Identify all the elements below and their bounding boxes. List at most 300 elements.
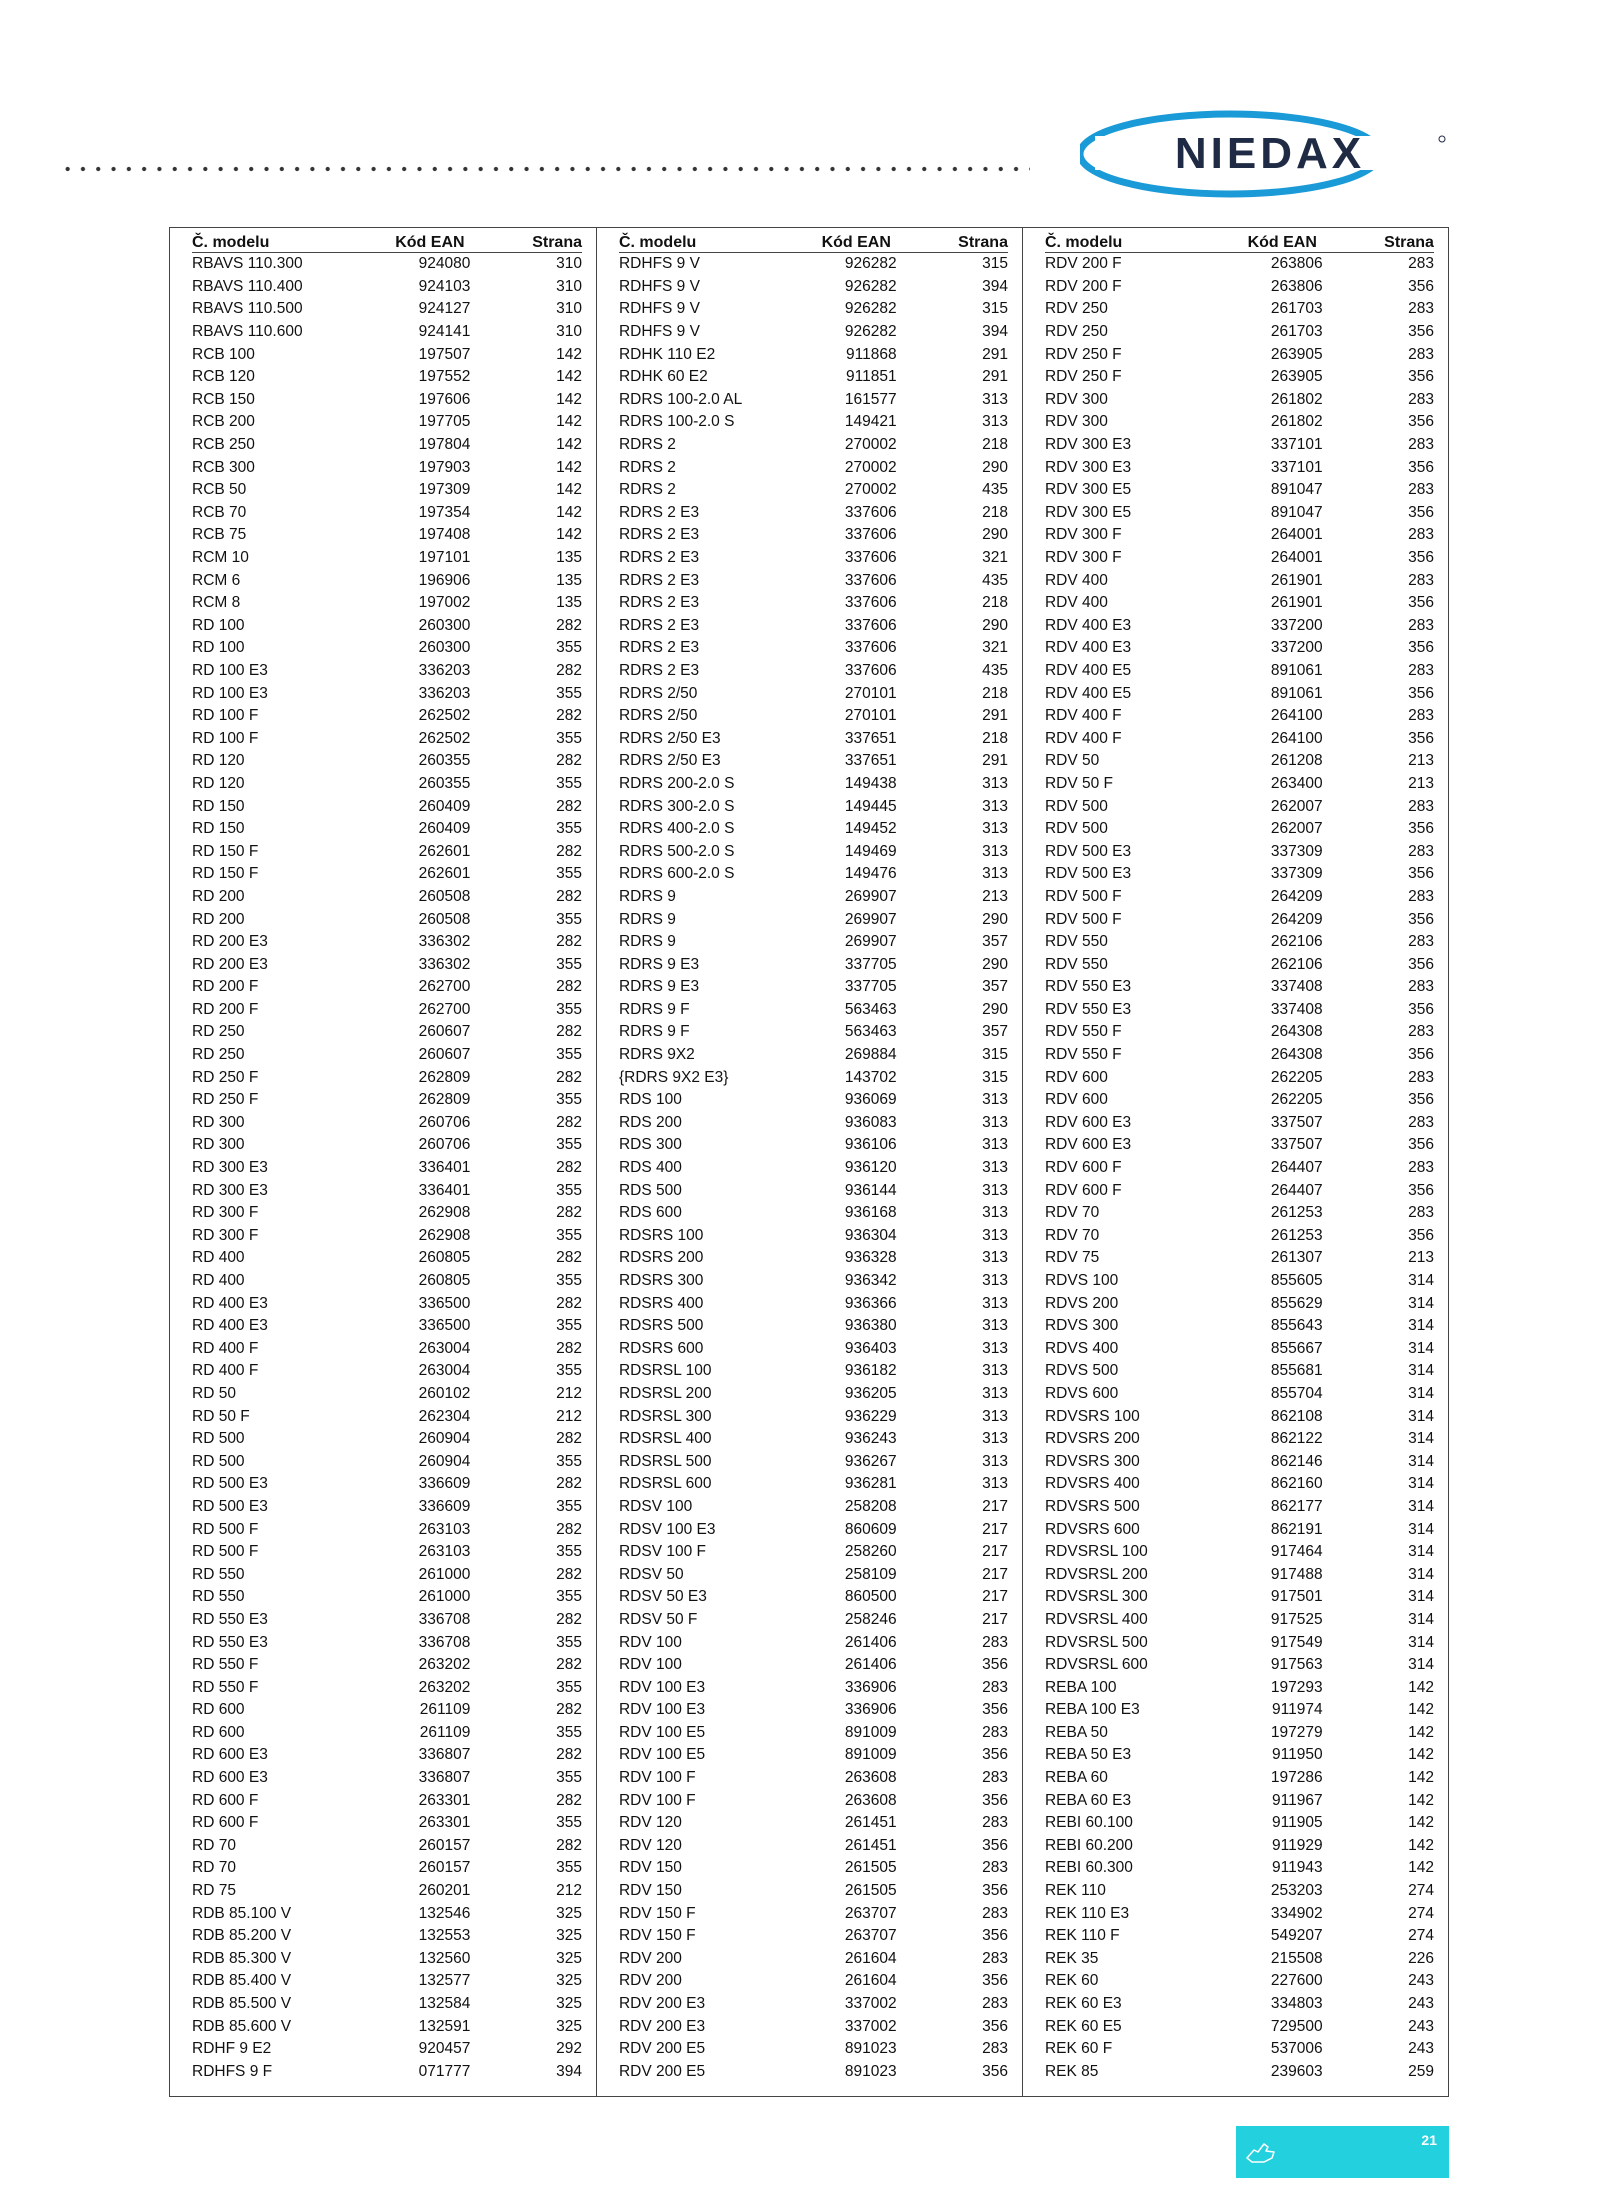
table-row <box>619 1699 1008 1722</box>
table-row <box>192 682 582 705</box>
model-number: RDB 85.600 V <box>192 2017 292 2035</box>
page-ref: 356 <box>1408 277 1434 295</box>
table-row <box>619 434 1008 457</box>
table-row <box>619 366 1008 389</box>
table-row <box>1045 1044 1434 1067</box>
page-ref: 356 <box>1408 413 1434 431</box>
model-number: RD 100 F <box>192 707 259 725</box>
table-row <box>192 1902 582 1925</box>
ean-code: 336807 <box>418 1746 471 1764</box>
table-row <box>619 2061 1008 2084</box>
table-row <box>1045 1360 1434 1383</box>
page-ref: 282 <box>556 933 582 951</box>
model-number: RDS 400 <box>618 1159 682 1177</box>
table-row <box>192 1383 582 1406</box>
model-number: RDRS 300-2.0 S <box>618 797 735 815</box>
page-ref: 356 <box>1408 820 1434 838</box>
page-ref: 282 <box>556 797 582 815</box>
model-number: RBAVS 110.400 <box>192 277 303 295</box>
ean-code: 264100 <box>1270 729 1323 747</box>
page-ref: 314 <box>1408 1407 1434 1425</box>
page-ref: 314 <box>1408 1565 1434 1583</box>
table-row <box>192 1066 582 1089</box>
ean-code: 197286 <box>1270 1769 1323 1787</box>
model-number: {RDRS 9X2 E3} <box>618 1068 729 1086</box>
table-row <box>619 840 1008 863</box>
model-number: REK 35 <box>1044 1949 1099 1967</box>
model-number: RDS 300 <box>618 1136 682 1154</box>
ean-code: 264001 <box>1270 549 1323 567</box>
table-row <box>1045 1880 1434 1903</box>
model-number: REK 60 F <box>1044 2040 1113 2058</box>
model-number: RDRS 2/50 <box>618 684 698 702</box>
table-row <box>192 1360 582 1383</box>
ean-code: 926282 <box>844 323 897 341</box>
model-number: RD 250 <box>192 1023 245 1041</box>
table-row <box>192 1654 582 1677</box>
page-ref: 355 <box>556 1362 582 1380</box>
table-row <box>192 2061 582 2084</box>
page-ref: 282 <box>556 1339 582 1357</box>
page-ref: 283 <box>1408 481 1434 499</box>
table-row <box>1045 343 1434 366</box>
model-number: RD 70 <box>192 1836 236 1854</box>
table-row <box>619 1044 1008 1067</box>
ean-code: 197705 <box>418 413 471 431</box>
model-number: RBAVS 110.500 <box>192 300 303 318</box>
ean-code: 537006 <box>1270 2040 1323 2058</box>
model-number: RDV 200 E5 <box>618 2062 706 2080</box>
ean-code: 261406 <box>844 1656 897 1674</box>
page-ref: 282 <box>556 1475 582 1493</box>
ean-code: 261253 <box>1270 1204 1323 1222</box>
page-ref: 355 <box>556 910 582 928</box>
table-row <box>619 1225 1008 1248</box>
page-ref: 142 <box>556 458 582 476</box>
ean-code: 261802 <box>1270 413 1323 431</box>
page-ref: 313 <box>982 842 1008 860</box>
page-ref: 282 <box>556 707 582 725</box>
table-row <box>1045 1225 1434 1248</box>
page-ref: 355 <box>556 1181 582 1199</box>
page-ref: 283 <box>1408 661 1434 679</box>
page-ref: 290 <box>982 910 1008 928</box>
table-row <box>192 1609 582 1632</box>
index-column-3 <box>1022 228 1448 2096</box>
page-ref: 313 <box>982 1204 1008 1222</box>
page-ref: 283 <box>1408 1113 1434 1131</box>
model-number: RDB 85.100 V <box>192 1904 292 1922</box>
page-ref: 314 <box>1408 1543 1434 1561</box>
page-ref: 356 <box>1408 1000 1434 1018</box>
table-row <box>619 1609 1008 1632</box>
model-number: RCB 200 <box>192 413 255 431</box>
model-number: RDHFS 9 V <box>618 323 700 341</box>
page-ref: 282 <box>556 842 582 860</box>
page-ref: 283 <box>1408 1204 1434 1222</box>
page-ref: 315 <box>982 1068 1008 1086</box>
model-number: RDV 150 F <box>618 1904 696 1922</box>
table-row <box>619 1631 1008 1654</box>
ean-code: 143702 <box>844 1068 897 1086</box>
ean-code: 260157 <box>418 1836 471 1854</box>
table-row <box>192 1044 582 1067</box>
page-ref: 283 <box>1408 1023 1434 1041</box>
ean-code: 260508 <box>418 887 471 905</box>
table-row <box>192 1925 582 1948</box>
table-row <box>192 840 582 863</box>
model-number: RDS 200 <box>618 1113 682 1131</box>
model-number: REBI 60.100 <box>1044 1814 1133 1832</box>
page-ref: 314 <box>1408 1272 1434 1290</box>
page-ref: 356 <box>982 1882 1008 1900</box>
ean-code: 263806 <box>1270 277 1323 295</box>
ean-code: 263400 <box>1270 774 1323 792</box>
table-row <box>1045 1383 1434 1406</box>
model-number: RDRS 9 E3 <box>618 955 700 973</box>
table-row <box>192 1450 582 1473</box>
table-row <box>619 1247 1008 1270</box>
page-ref: 314 <box>1408 1384 1434 1402</box>
model-number: RDV 50 F <box>1044 774 1114 792</box>
model-number: RD 200 <box>192 887 245 905</box>
model-number: RD 400 E3 <box>192 1317 268 1335</box>
model-number: RDVS 300 <box>1044 1317 1119 1335</box>
table-row <box>1045 1654 1434 1677</box>
table-row <box>192 1880 582 1903</box>
ean-code: 917464 <box>1270 1543 1323 1561</box>
page-ref: 314 <box>1408 1294 1434 1312</box>
page-ref: 355 <box>556 1091 582 1109</box>
ean-code: 260706 <box>418 1113 471 1131</box>
page-ref: 314 <box>1408 1430 1434 1448</box>
model-number: RDRS 600-2.0 S <box>618 865 735 883</box>
ean-code: 911974 <box>1272 1701 1323 1719</box>
table-row <box>619 2015 1008 2038</box>
table-row <box>619 1993 1008 2016</box>
ean-code: 264100 <box>1270 707 1323 725</box>
ean-code: 260409 <box>418 820 471 838</box>
table-row <box>1045 1586 1434 1609</box>
table-row <box>1045 1789 1434 1812</box>
model-number: RDRS 2 E3 <box>618 503 700 521</box>
ean-code: 263301 <box>418 1814 471 1832</box>
table-row <box>192 886 582 909</box>
page-ref: 321 <box>982 639 1008 657</box>
page-ref: 217 <box>982 1497 1008 1515</box>
ean-code: 924127 <box>418 300 471 318</box>
ean-code: 337606 <box>844 549 897 567</box>
page-ref: 313 <box>982 774 1008 792</box>
table-row <box>192 615 582 638</box>
ean-code: 862191 <box>1270 1520 1323 1538</box>
page-ref: 356 <box>982 2017 1008 2035</box>
page-ref: 218 <box>982 436 1008 454</box>
table-row <box>619 2038 1008 2061</box>
page-ref: 212 <box>556 1384 582 1402</box>
ean-code: 263202 <box>418 1678 471 1696</box>
page-ref: 283 <box>982 1859 1008 1877</box>
table-row <box>619 1654 1008 1677</box>
page-ref: 355 <box>556 820 582 838</box>
model-number: RD 250 F <box>192 1068 259 1086</box>
ean-code: 262700 <box>418 1000 471 1018</box>
model-number: RCB 70 <box>192 503 247 521</box>
table-row <box>192 2038 582 2061</box>
ean-code: 261109 <box>419 1723 471 1741</box>
ean-code: 262700 <box>418 978 471 996</box>
page-ref: 355 <box>556 1859 582 1877</box>
ean-code: 149438 <box>844 774 897 792</box>
ean-code: 891047 <box>1270 481 1323 499</box>
model-number: RDV 100 F <box>618 1791 696 1809</box>
table-row <box>619 1835 1008 1858</box>
model-number: RDV 200 <box>618 1972 682 1990</box>
table-row <box>1045 1744 1434 1767</box>
ean-code: 132560 <box>418 1949 471 1967</box>
model-number: RDV 120 <box>618 1814 682 1832</box>
page-ref: 142 <box>1408 1701 1434 1719</box>
page-ref: 314 <box>1408 1633 1434 1651</box>
ean-code: 263707 <box>844 1904 897 1922</box>
model-number: RDS 600 <box>618 1204 682 1222</box>
ean-code: 197552 <box>418 368 471 386</box>
table-row <box>619 705 1008 728</box>
ean-code: 261703 <box>1270 300 1323 318</box>
ean-code: 261901 <box>1270 594 1323 612</box>
ean-code: 891009 <box>844 1723 897 1741</box>
ean-code: 260157 <box>418 1859 471 1877</box>
page-ref: 243 <box>1408 2017 1434 2035</box>
page-ref: 291 <box>982 707 1008 725</box>
table-row <box>1045 524 1434 547</box>
page-ref: 282 <box>556 1610 582 1628</box>
model-number: RD 120 <box>192 752 245 770</box>
table-row <box>1045 2061 1434 2084</box>
page-ref: 283 <box>1408 616 1434 634</box>
ean-code: 149452 <box>844 820 897 838</box>
ean-code: 926282 <box>844 277 897 295</box>
table-row <box>619 682 1008 705</box>
page-ref: 282 <box>556 1113 582 1131</box>
page-ref: 283 <box>982 1949 1008 1967</box>
model-number: RDV 50 <box>1044 752 1100 770</box>
page-ref: 283 <box>1408 887 1434 905</box>
model-number: RDSRSL 500 <box>618 1452 712 1470</box>
ean-code: 336401 <box>418 1159 471 1177</box>
model-number: REK 110 F <box>1044 1927 1120 1945</box>
ean-code: 149476 <box>844 865 897 883</box>
model-number: RDSRSL 400 <box>618 1430 712 1448</box>
ean-code: 337705 <box>844 955 897 973</box>
page-ref: 356 <box>1408 729 1434 747</box>
model-number: RD 400 F <box>192 1339 259 1357</box>
page-ref: 290 <box>982 526 1008 544</box>
table-row <box>1045 1202 1434 1225</box>
ean-code: 197309 <box>418 481 471 499</box>
model-number: RDV 150 F <box>618 1927 696 1945</box>
page-ref: 291 <box>982 368 1008 386</box>
page-ref: 394 <box>982 323 1008 341</box>
model-number: RDB 85.200 V <box>192 1927 292 1945</box>
page-ref: 313 <box>982 797 1008 815</box>
model-number: RD 600 <box>192 1701 245 1719</box>
model-number: RD 300 F <box>192 1204 259 1222</box>
table-row <box>192 1563 582 1586</box>
ean-code: 862146 <box>1270 1452 1323 1470</box>
table-row <box>619 1496 1008 1519</box>
page-ref: 217 <box>982 1543 1008 1561</box>
page-ref: 313 <box>982 1272 1008 1290</box>
page-ref: 142 <box>1408 1723 1434 1741</box>
model-number: RD 100 E3 <box>192 661 268 679</box>
table-row <box>192 321 582 344</box>
table-row <box>192 1970 582 1993</box>
ean-code: 258208 <box>844 1497 897 1515</box>
table-row <box>192 456 582 479</box>
ean-code: 269907 <box>844 887 897 905</box>
table-row <box>192 1812 582 1835</box>
page-ref: 314 <box>1408 1610 1434 1628</box>
table-row <box>1045 592 1434 615</box>
page-ref: 282 <box>556 1068 582 1086</box>
model-number: RDRS 100-2.0 AL <box>618 390 743 408</box>
header-row <box>192 228 582 253</box>
ean-code: 263103 <box>418 1520 471 1538</box>
table-row <box>619 773 1008 796</box>
page-ref: 142 <box>556 503 582 521</box>
model-number: RD 500 E3 <box>192 1475 268 1493</box>
page-ref: 282 <box>556 752 582 770</box>
page-ref: 310 <box>556 323 582 341</box>
model-number: RDVS 400 <box>1044 1339 1119 1357</box>
table-row <box>619 1518 1008 1541</box>
header-row <box>619 228 1008 253</box>
table-row <box>619 1428 1008 1451</box>
model-number: RDV 600 E3 <box>1044 1113 1132 1131</box>
ean-code: 263905 <box>1270 345 1323 363</box>
ean-code: 337606 <box>844 661 897 679</box>
table-row <box>619 1722 1008 1745</box>
table-row <box>192 999 582 1022</box>
page-ref: 356 <box>1408 594 1434 612</box>
model-number: RDRS 500-2.0 S <box>618 842 735 860</box>
page-ref: 283 <box>1408 255 1434 273</box>
ean-code: 197354 <box>418 503 471 521</box>
table-row <box>1045 1292 1434 1315</box>
ean-code: 253203 <box>1270 1882 1323 1900</box>
ean-code: 924141 <box>418 323 471 341</box>
table-row <box>1045 547 1434 570</box>
page-ref: 355 <box>556 1723 582 1741</box>
ean-code: 262007 <box>1270 797 1323 815</box>
ean-code: 260508 <box>418 910 471 928</box>
ean-code: 196906 <box>418 571 471 589</box>
page-ref: 313 <box>982 1113 1008 1131</box>
model-number: RBAVS 110.300 <box>192 255 303 273</box>
ean-code: 260904 <box>418 1452 471 1470</box>
page-ref: 356 <box>982 1836 1008 1854</box>
ean-code: 262205 <box>1270 1068 1323 1086</box>
ean-code: 911943 <box>1272 1859 1323 1877</box>
ean-code: 149445 <box>844 797 897 815</box>
table-row <box>1045 389 1434 412</box>
table-row <box>619 863 1008 886</box>
table-row <box>1045 1315 1434 1338</box>
ean-code: 260300 <box>418 616 471 634</box>
ean-code: 197002 <box>418 594 471 612</box>
table-row <box>1045 908 1434 931</box>
page-ref: 283 <box>982 1678 1008 1696</box>
model-number: RDSV 100 E3 <box>618 1520 716 1538</box>
ean-code: 336906 <box>844 1678 897 1696</box>
model-number: RDV 200 F <box>1044 277 1122 295</box>
table-row <box>192 1948 582 1971</box>
page-ref: 313 <box>982 1294 1008 1312</box>
page-ref: 325 <box>556 2017 582 2035</box>
ean-code: 337101 <box>1270 458 1323 476</box>
ean-code: 337309 <box>1270 842 1323 860</box>
page-ref: 355 <box>556 1678 582 1696</box>
table-row <box>192 1292 582 1315</box>
page-ref: 291 <box>982 752 1008 770</box>
header-model: Č. modelu <box>1045 228 1224 253</box>
table-row <box>1045 276 1434 299</box>
table-row <box>1045 1179 1434 1202</box>
page-ref: 142 <box>1408 1769 1434 1787</box>
ean-code: 261451 <box>844 1814 897 1832</box>
table-row <box>1045 2015 1434 2038</box>
model-number: RD 150 <box>192 797 245 815</box>
model-number: RDV 70 <box>1044 1204 1100 1222</box>
page-ref: 290 <box>982 458 1008 476</box>
ean-code: 261505 <box>844 1882 897 1900</box>
table-row <box>619 298 1008 321</box>
model-number: RDV 150 <box>618 1882 682 1900</box>
table-row <box>1045 1066 1434 1089</box>
table-row <box>192 1496 582 1519</box>
table-row <box>1045 1496 1434 1519</box>
model-number: RDV 70 <box>1044 1226 1100 1244</box>
model-number: RD 550 <box>192 1565 245 1583</box>
model-number: RDV 500 F <box>1044 910 1122 928</box>
page-ref: 283 <box>982 2040 1008 2058</box>
page-ref: 314 <box>1408 1520 1434 1538</box>
table-row <box>192 1134 582 1157</box>
page-ref: 314 <box>1408 1452 1434 1470</box>
index-column-2 <box>596 228 1022 2096</box>
table-row <box>192 976 582 999</box>
model-number: RD 250 F <box>192 1091 259 1109</box>
table-row <box>192 1315 582 1338</box>
model-number: RD 500 <box>192 1452 245 1470</box>
ean-code: 263806 <box>1270 255 1323 273</box>
ean-code: 132584 <box>418 1995 471 2013</box>
model-number: RDV 300 E3 <box>1044 436 1132 454</box>
table-row <box>1045 411 1434 434</box>
page-ref: 313 <box>982 1384 1008 1402</box>
table-row <box>619 886 1008 909</box>
page-ref: 283 <box>1408 571 1434 589</box>
page-ref: 314 <box>1408 1588 1434 1606</box>
table-row <box>619 1112 1008 1135</box>
model-number: RDV 400 E5 <box>1044 684 1132 702</box>
model-number: RD 250 <box>192 1046 245 1064</box>
model-number: RD 150 F <box>192 842 259 860</box>
ean-code: 936182 <box>844 1362 897 1380</box>
table-row <box>619 1089 1008 1112</box>
page-ref: 142 <box>1408 1678 1434 1696</box>
